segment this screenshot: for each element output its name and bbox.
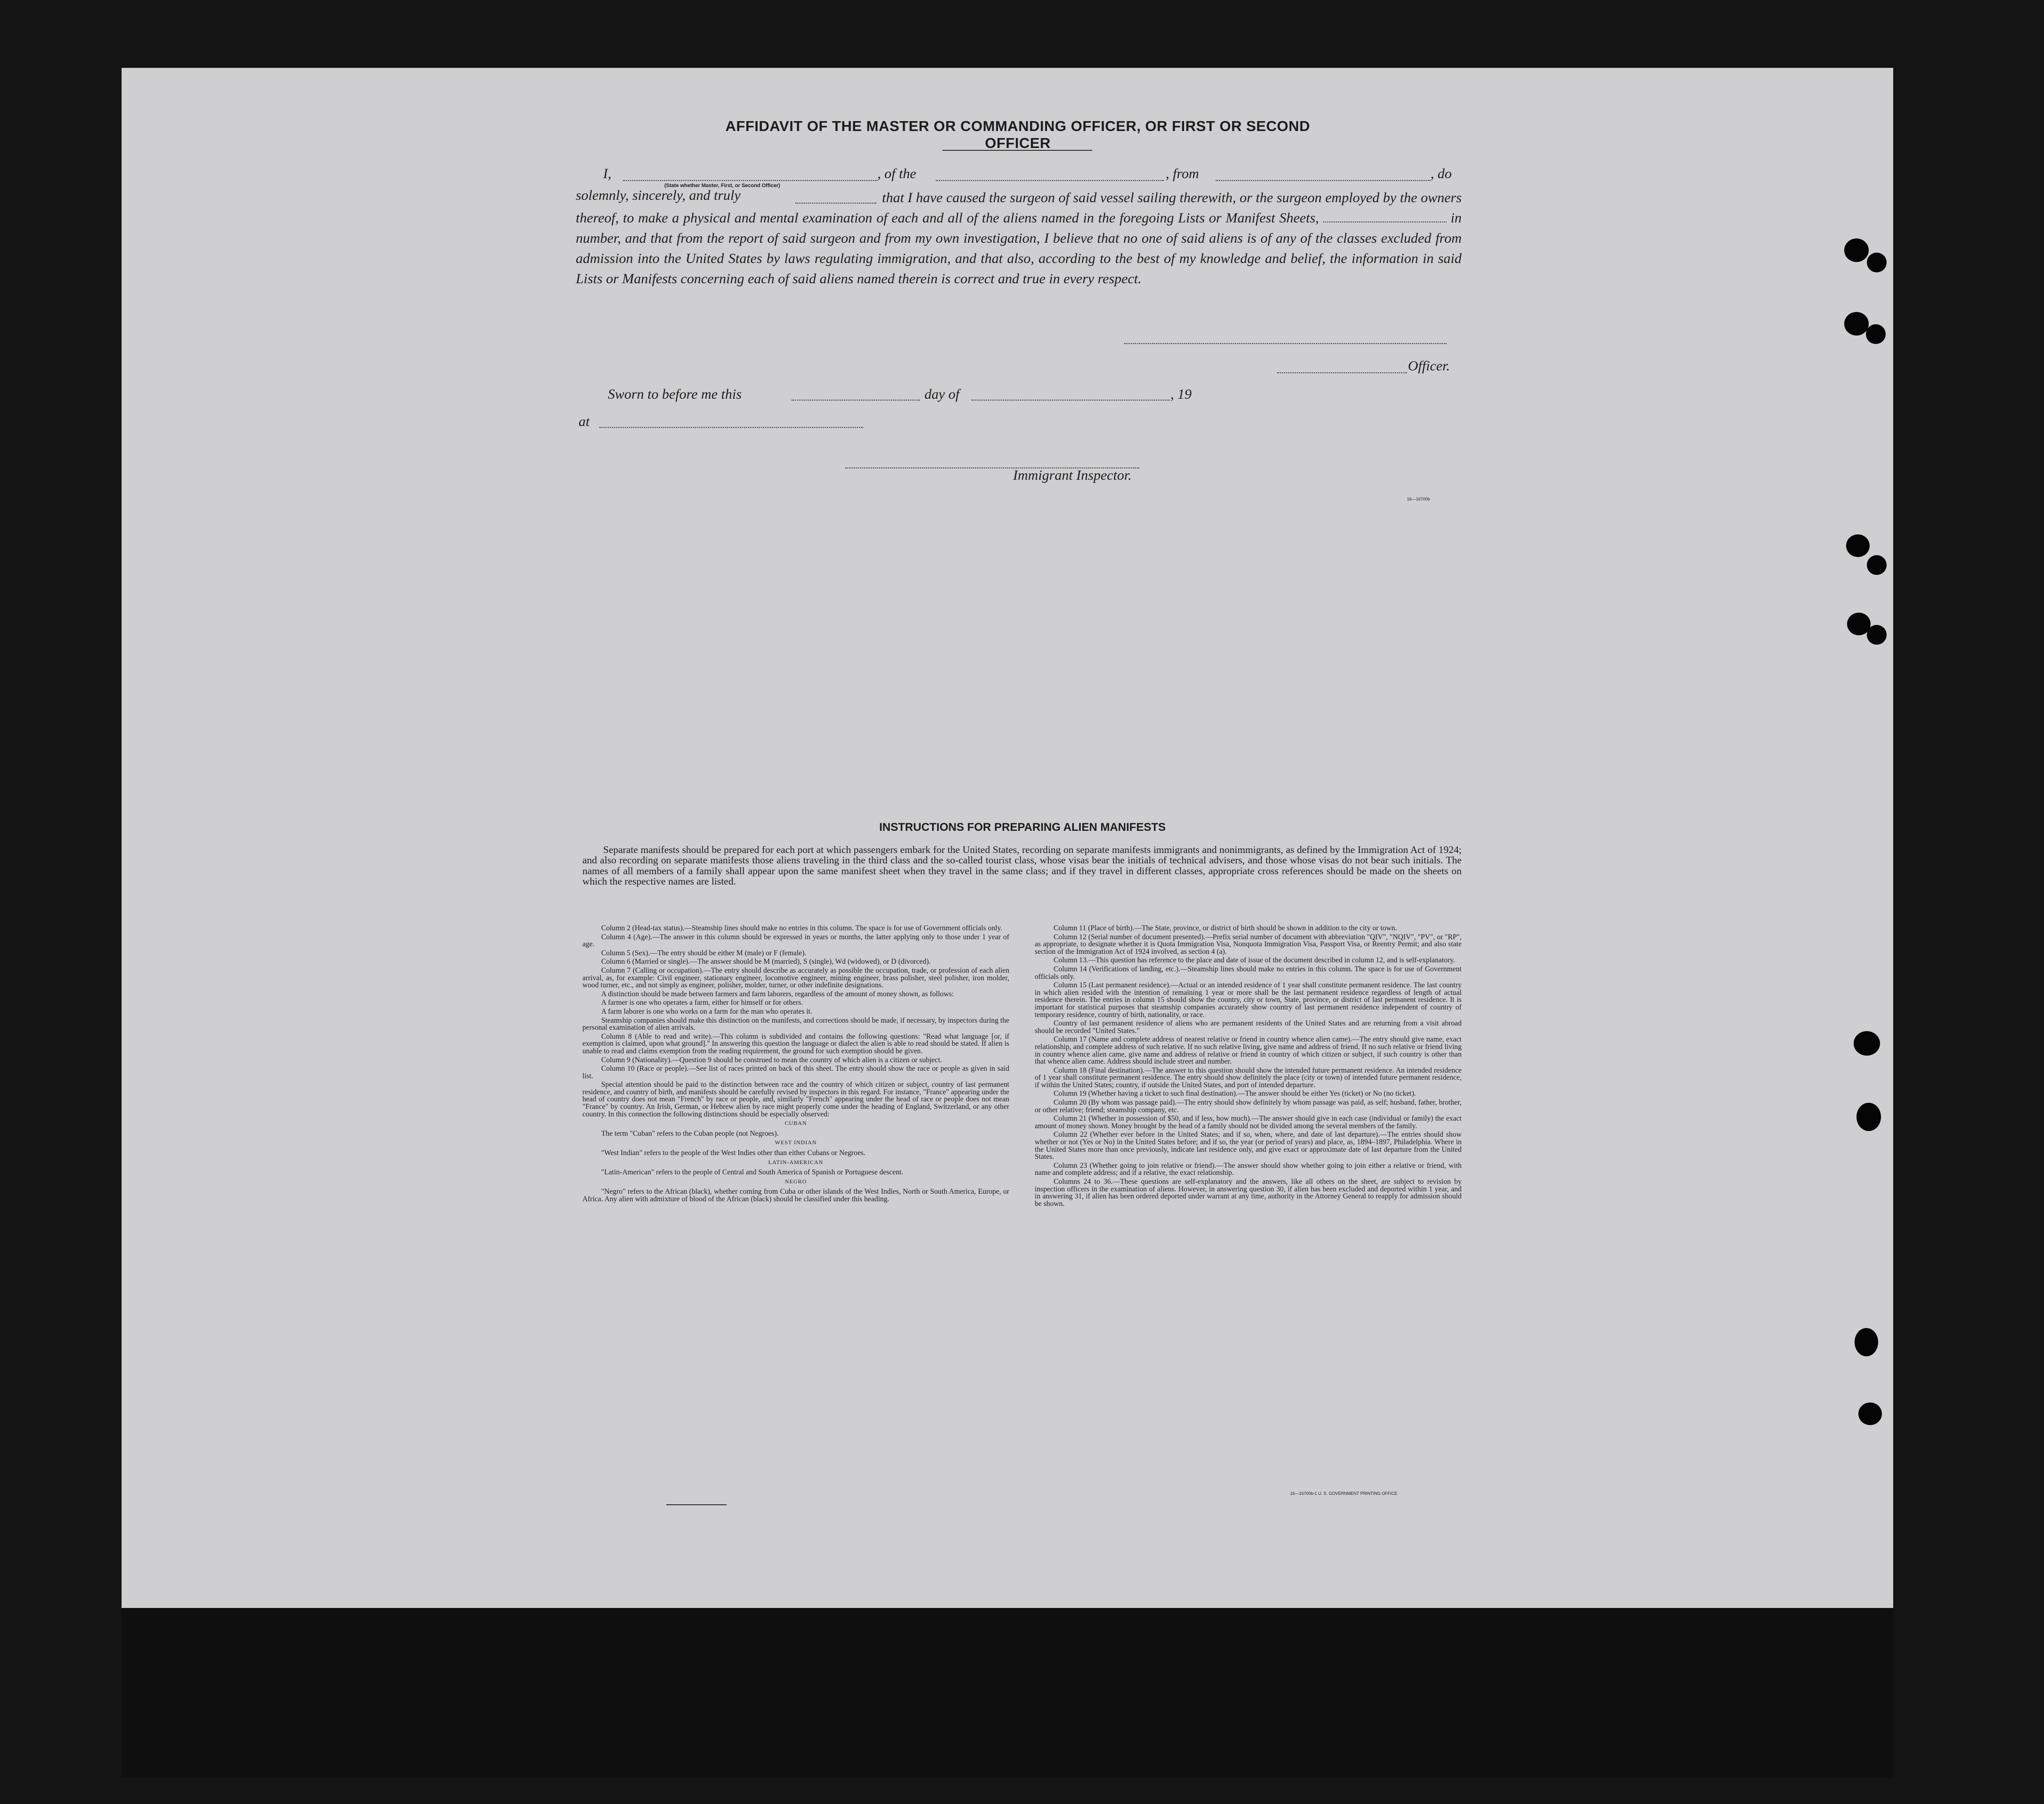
manifest-sheet: [122, 68, 1893, 1608]
instruction-paragraph: A distinction should be made between farmers and farm laborers, regardless of the amount of money shown, as follows:: [601, 990, 954, 998]
instructions-right-column: [1035, 925, 1462, 1209]
instructions-title: INSTRUCTIONS FOR PREPARING ALIEN MANIFESTS: [879, 821, 1166, 834]
instruction-paragraph: Column 4 (Age).—The answer in this column should be expressed in years or months, the latter applying only to those under 1 year of age.: [582, 933, 1009, 949]
instruction-paragraph: Column 2 (Head-tax status).—Steamship lines should make no entries in this column. The space is for use of Government officials only.: [601, 924, 1003, 932]
definition-heading: NEGRO: [785, 1178, 807, 1185]
of-the-label: , of the: [877, 166, 916, 181]
instructions-footer-code: 16—16700b-1 U. S. GOVERNMENT PRINTING OFFICE: [1290, 1491, 1398, 1496]
punch-hole: [1846, 534, 1870, 557]
instruction-paragraph: Column 14 (Verifications of landing, etc.).—Steamship lines should make no entries in this column. The space is for use of Government officials only.: [1035, 965, 1462, 981]
role-note: (State whether Master, First, or Second Officer): [664, 183, 780, 189]
instruction-paragraph: A farmer is one who operates a farm, either for himself or for others.: [601, 999, 803, 1007]
do-label: , do: [1431, 166, 1452, 181]
instruction-paragraph: Column 20 (By whom was passage paid).—The entry should show definitely by whom passage was paid, as self; husband, father, brother, or other relative; friend; steamship company, etc.: [1035, 1099, 1462, 1114]
scan-background: [122, 1608, 1893, 1778]
definition-text: The term "Cuban" refers to the Cuban people (not Negroes).: [601, 1129, 779, 1138]
affidavit-body-part3: in number, and that from the report of said surgeon and from my own investigation, I believe that no one of said aliens is of any of the classes excluded from admission into the United States by laws regulating immigration, and that also, according to the best of my knowledge and belief, the information in said Lists or Manifests concerning each of said aliens named therein is correct and true in every respect.: [576, 210, 1462, 287]
instruction-paragraph: Column 9 (Nationality).—Question 9 should be construed to mean the country of which alien is a citizen or subject.: [601, 1056, 942, 1064]
punch-hole: [1867, 555, 1887, 575]
definition-heading: CUBAN: [785, 1120, 807, 1127]
sworn-day-blank: [792, 400, 920, 401]
affidavit-title: AFFIDAVIT OF THE MASTER OR COMMANDING OFFICER, OR FIRST OR SECOND OFFICER: [725, 118, 1310, 151]
at-label: at: [579, 414, 590, 429]
instructions-left-column: [582, 925, 1009, 1205]
instruction-paragraph: Column 5 (Sex).—The entry should be either M (male) or F (female).: [601, 949, 807, 957]
affidavit-line2-start: solemnly, sincerely, and truly: [576, 188, 741, 203]
vessel-name-blank: [936, 180, 1164, 181]
instruction-paragraph: Column 12 (Serial number of document presented).—Prefix serial number of document with abbreviation "QIV", "NQIV", "PV", or "RP", as appropriate, to designate whether it is Quota Immigration Visa, Nonquota Immigration Visa, Passport Visa, or Reentry Permit; and also state section of the Immigration Act of 1924 involved, as section 4 (a).: [1035, 933, 1462, 956]
instructions-intro: [582, 845, 1462, 886]
instruction-paragraph: Column 21 (Whether in possession of $50, and if less, how much).—The answer should give in each case (individual or family) the exact amount of money shown. Money brought by the head of a family should not be divided among the several members of the family.: [1035, 1115, 1462, 1130]
affiant-name-blank: [623, 180, 877, 181]
punch-hole: [1844, 312, 1869, 336]
count-blank: [1323, 221, 1447, 222]
sworn-month-blank: [972, 400, 1169, 401]
definition-heading: LATIN-AMERICAN: [768, 1158, 824, 1165]
instruction-paragraph: Column 7 (Calling or occupation).—The entry should describe as accurately as possible the occupation, trade, or profession of each alien arrival, as, for example: Civil engineer, stationary engineer, locomotive engineer, mining engineer, brass polisher, steel polisher, iron molder, wood turner, etc., and not simply as engineer, polisher, molder, turner, or other indefinite designations.: [582, 966, 1009, 990]
instruction-paragraph: Column 11 (Place of birth).—The State, province, or district of birth should be shown in addition to the city or town.: [1054, 924, 1397, 932]
inspector-label: Immigrant Inspector.: [1013, 467, 1132, 483]
instruction-paragraph: Column 19 (Whether having a ticket to such final destination).—The answer should be either Yes (ticket) or No (no ticket).: [1054, 1090, 1416, 1098]
punch-hole: [1866, 324, 1886, 344]
definition-text: "West Indian" refers to the people of the West Indies other than either Cubans or Negroes.: [601, 1149, 866, 1157]
year-label: , 19: [1170, 386, 1192, 402]
day-of-label: day of: [924, 386, 960, 402]
affidavit-form-code: 16—16700b: [1407, 497, 1431, 501]
affiant-prefix: I,: [603, 166, 612, 181]
instruction-paragraph: Country of last permanent residence of aliens who are permanent residents of the United States and are returning from a visit abroad should be recorded "United States.": [1035, 1019, 1462, 1035]
definition-text: "Negro" refers to the African (black), whether coming from Cuba or other islands of the West Indies, North or South America, Europe, or Africa. Any alien with admixture of blood of the African (black) should be classified under this heading.: [582, 1188, 1009, 1203]
instruction-paragraph: Steamship companies should make this distinction on the manifests, and corrections should be made, if necessary, by inspectors during the personal examination of alien arrivals.: [582, 1016, 1009, 1032]
punch-hole: [1867, 253, 1887, 272]
definition-heading: WEST INDIAN: [775, 1139, 817, 1146]
officer-signature-line: [1124, 343, 1447, 344]
sworn-label: Sworn to before me this: [608, 386, 742, 402]
affidavit-body: [576, 188, 1462, 289]
affidavit-body-part2: that I have caused the surgeon of said vessel sailing therewith, or the surgeon employed by the owners thereof, to make a physical and mental examination of each and all of the aliens named in the foregoing Lists or Manifest Sheets,: [576, 190, 1462, 226]
punch-hole: [1854, 1031, 1880, 1056]
officer-title-blank: [1277, 372, 1407, 373]
instruction-paragraph: Column 17 (Name and complete address of nearest relative or friend in country whence alien came).—The entry should give name, exact relationship, and complete address of such relative. If no such relative living, give name and address of friend. If no such relative or friend living in country whence alien came, give name and address of relative or friend in country of which citizen or subject, if such country is other than that whence alien came. Address should include street and number.: [1035, 1035, 1462, 1066]
instruction-paragraph: Column 13.—This question has reference to the place and date of issue of the document described in column 12, and is self-explanatory.: [1054, 956, 1455, 965]
instruction-paragraph: Column 6 (Married or single).—The answer should be M (married), S (single), Wd (widowed), or D (divorced).: [601, 958, 931, 966]
at-place-blank: [599, 427, 863, 428]
instruction-paragraph: Column 10 (Race or people).—See list of races printed on back of this sheet. The entry should show the race or people as given in said list.: [582, 1065, 1009, 1080]
punch-hole: [1858, 1402, 1882, 1425]
instruction-paragraph: Column 15 (Last permanent residence).—Actual or an intended residence of 1 year shall constitute permanent residence. The last country in which alien resided with the intention of remaining 1 year or more shall be the last permanent residence regardless of length of actual residence therein. The entries in column 15 should show the country, city or town, State, province, or district of last permanent residence. It is important for statistical purposes that steamship companies accurately show country of last permanent residence independent of country of temporary residence, country of birth, nationality, or race.: [1035, 981, 1462, 1019]
instructions-intro-text: Separate manifests should be prepared for each port at which passengers embark for the United States, recording on separate manifests immigrants and nonimmigrants, as defined by the Immigration Act of 1924; and also recording on separate manifests those aliens traveling in the third class and the so-called tourist class, whose visas bear the initials of technical advisers, and those whose visas do not bear such initials. The names of all members of a family shall appear upon the same manifest sheet when they travel in the same class; and if they travel in different classes, appropriate cross references should be made on the sheets on which the respective names are listed.: [582, 844, 1462, 887]
instruction-paragraph: Special attention should be paid to the distinction between race and the country of which citizen or subject, country of last permanent residence, and country of birth, and manifests should be carefully revised by inspectors in this regard. For instance, "France" appearing under the head of country does not mean "French" by race or people, and, similarly "French" appearing under the head of race or people does not mean "France" by country. An Irish, German, or Hebrew alien by race might properly come under the heading of England, Switzerland, or any other country. In this connection the following distinctions should be especially observed:: [582, 1081, 1009, 1118]
officer-label: Officer.: [1408, 358, 1450, 374]
title-rule: [942, 150, 1092, 151]
punch-hole: [1856, 1103, 1881, 1131]
closing-rule: [666, 1504, 727, 1505]
punch-hole: [1855, 1328, 1878, 1356]
punch-hole: [1844, 238, 1869, 262]
from-label: , from: [1166, 166, 1199, 181]
instruction-paragraph: A farm laborer is one who works on a farm for the man who operates it.: [601, 1007, 812, 1016]
instruction-paragraph: Column 8 (Able to read and write).—This column is subdivided and contains the following questions: "Read what language [or, if exemption is claimed, upon what ground]." In answering this question the language or dialect the alien is able to read should be stated. If alien is unable to read and claims exemption from the reading requirement, the ground for such exemption should be given.: [582, 1032, 1009, 1055]
punch-hole: [1867, 625, 1887, 645]
instruction-paragraph: Column 18 (Final destination).—The answer to this question should show the intended future permanent residence. An intended residence of 1 year shall constitute permanent residence. The entry should show definitely the place (city or town) of intended future permanent residence, if within the United States; country, if outside the United States, and port of intended departure.: [1035, 1066, 1462, 1089]
instruction-paragraph: Column 22 (Whether ever before in the United States; and if so, when, where, and date of last departure).—The entries should show whether or not (Yes or No) in the United States before; and if so, the year (or period of years) and place, as, 1894–1897, Philadelphia. Where in the United States more than once previously, indicate last residence only, and give exact or approximate date of last departure from the United States.: [1035, 1131, 1462, 1161]
definition-text: "Latin-American" refers to the people of Central and South America of Spanish or Portuguese descent.: [601, 1168, 904, 1177]
instruction-paragraph: Columns 24 to 36.—These questions are self-explanatory and the answers, like all others on the sheet, are subject to revision by inspection officers in the examination of aliens. However, in answering question 30, if alien has been excluded and deported within 1 year, and in answering 31, if alien has been ordered deported under warrant at any time, authority in the Attorney General to reapply for admission should be shown.: [1035, 1178, 1462, 1208]
instruction-paragraph: Column 23 (Whether going to join relative or friend).—The answer should show whether going to join either a relative or friend, with name and complete address; and if a relative, the exact relationship.: [1035, 1161, 1462, 1177]
port-blank: [1216, 180, 1431, 181]
